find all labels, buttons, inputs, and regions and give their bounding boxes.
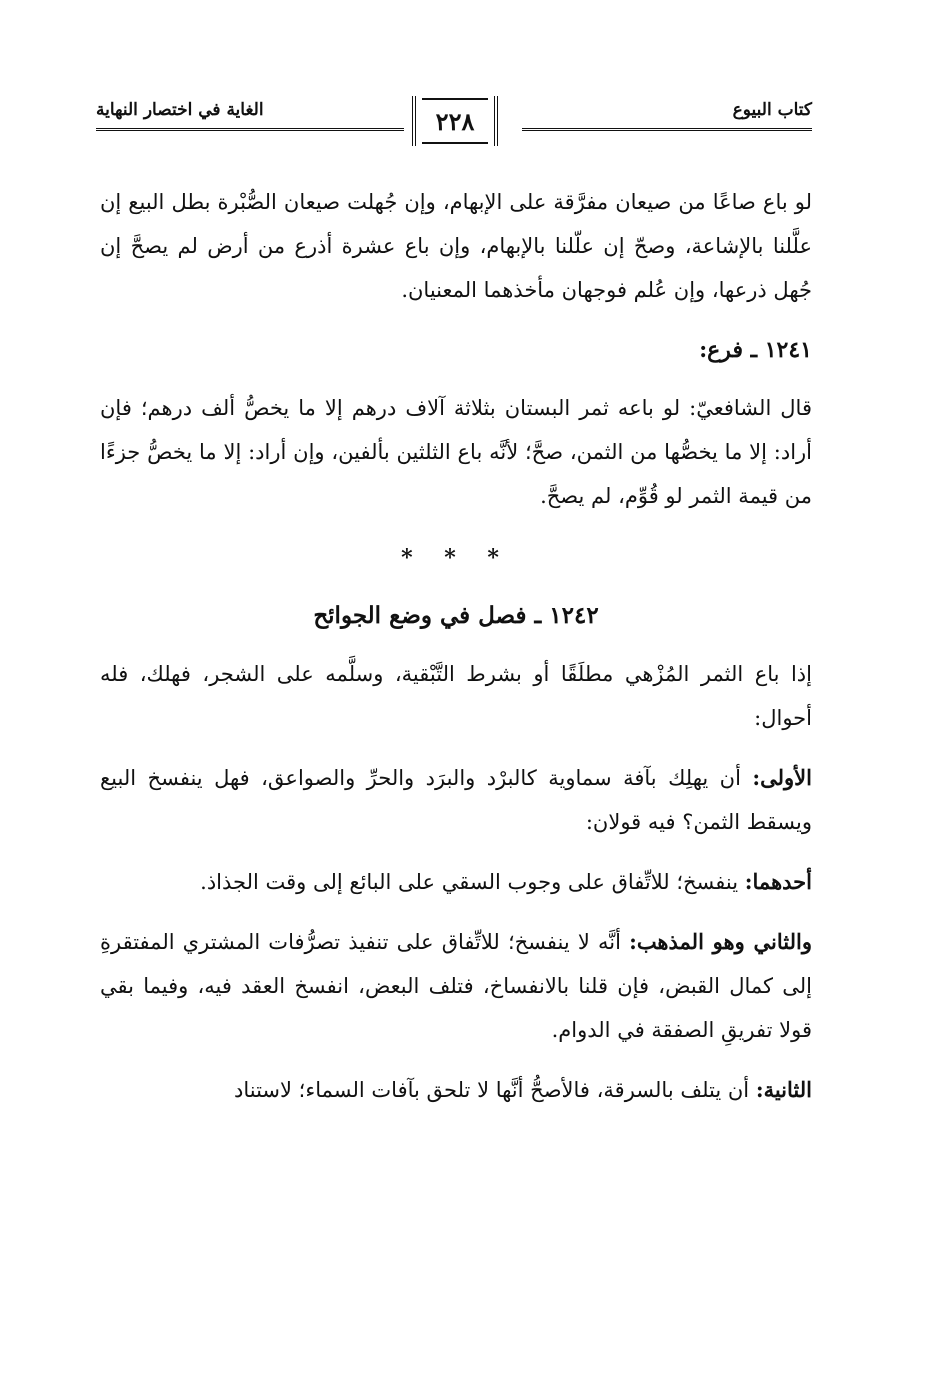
paragraph-4 — [100, 756, 812, 844]
header-book-title: كتاب البيوع — [732, 100, 812, 120]
page-body — [100, 180, 812, 1118]
header-running-title: الغاية في اختصار النهاية — [96, 100, 264, 120]
paragraph-2: قال الشافعيّ: لو باعه ثمر البستان بثلاثة آلاف درهم إلا ما يخصُّ ألف درهم؛ فإن أراد: إلا ما يخصُّها من الثمن، صحَّ؛ لأنَّه باع الثلثين بألفين، وإن أراد: إلا ما يخصُّ جزءًا من قيمة الثمر لو قُوِّم، لم يصحَّ. — [100, 396, 812, 508]
paragraph-7-text: أن يتلف بالسرقة، فالأصحُّ أنَّها لا تلحق بآفات السماء؛ لاستناد — [234, 1078, 756, 1102]
paragraph-6-lead: والثاني وهو المذهب: — [629, 929, 812, 954]
paragraph-3: إذا باع الثمر المُزْهي مطلَقًا أو بشرط التَّبْقية، وسلَّمه على الشجر، فهلك، فله أحوال: — [100, 662, 812, 730]
paragraph-5-lead: أحدهما: — [744, 869, 812, 894]
paragraph-6 — [100, 920, 812, 1052]
paragraph-7-lead: الثانية: — [755, 1077, 812, 1102]
header-rule-left — [96, 128, 404, 131]
header-rule-right — [522, 128, 812, 131]
paragraph-5-text: ينفسخ؛ للاتِّفاق على وجوب السقي على البائع إلى وقت الجذاذ. — [200, 870, 745, 894]
page-number: ٢٢٨ — [435, 106, 475, 136]
section-separator: * * * — [401, 545, 511, 571]
far-heading: ١٢٤١ ـ فرع: — [699, 337, 812, 363]
paragraph-5 — [100, 860, 812, 904]
page-header — [96, 92, 812, 162]
paragraph-4-text: أن يهلِك بآفة سماوية كالبرْد والبرَد والحرِّ والصواعق، فهل ينفسخ البيع ويسقط الثمن؟ فيه قولان: — [100, 766, 812, 834]
paragraph-7 — [100, 1068, 812, 1112]
paragraph-6-text: أنَّه لا ينفسخ؛ للاتِّفاق على تنفيذ تصرُّفات المشتري المفتقرةِ إلى كمال القبض، فإن قلنا بالانفساخ، فتلف البعض، انفسخ العقد فيه، وفيما بقي قولا تفريقِ الصفقة في الدوام. — [100, 930, 812, 1042]
page-number-frame — [412, 96, 498, 146]
paragraph-4-lead: الأولى: — [752, 765, 812, 790]
paragraph-1: لو باع صاعًا من صيعان مفرَّقة على الإبهام، وإن جُهلت صيعان الصُّبْرة بطل البيع إن علَّلنا بالإشاعة، وصحّ إن علّلنا بالإبهام، وإن باع عشرة أذرع من أرض لم يصحَّ إن جُهل ذرعها، وإن عُلم فوجهان مأخذهما المعنيان. — [100, 190, 812, 302]
section-heading: ١٢٤٢ ـ فصل في وضع الجوائح — [313, 602, 599, 629]
